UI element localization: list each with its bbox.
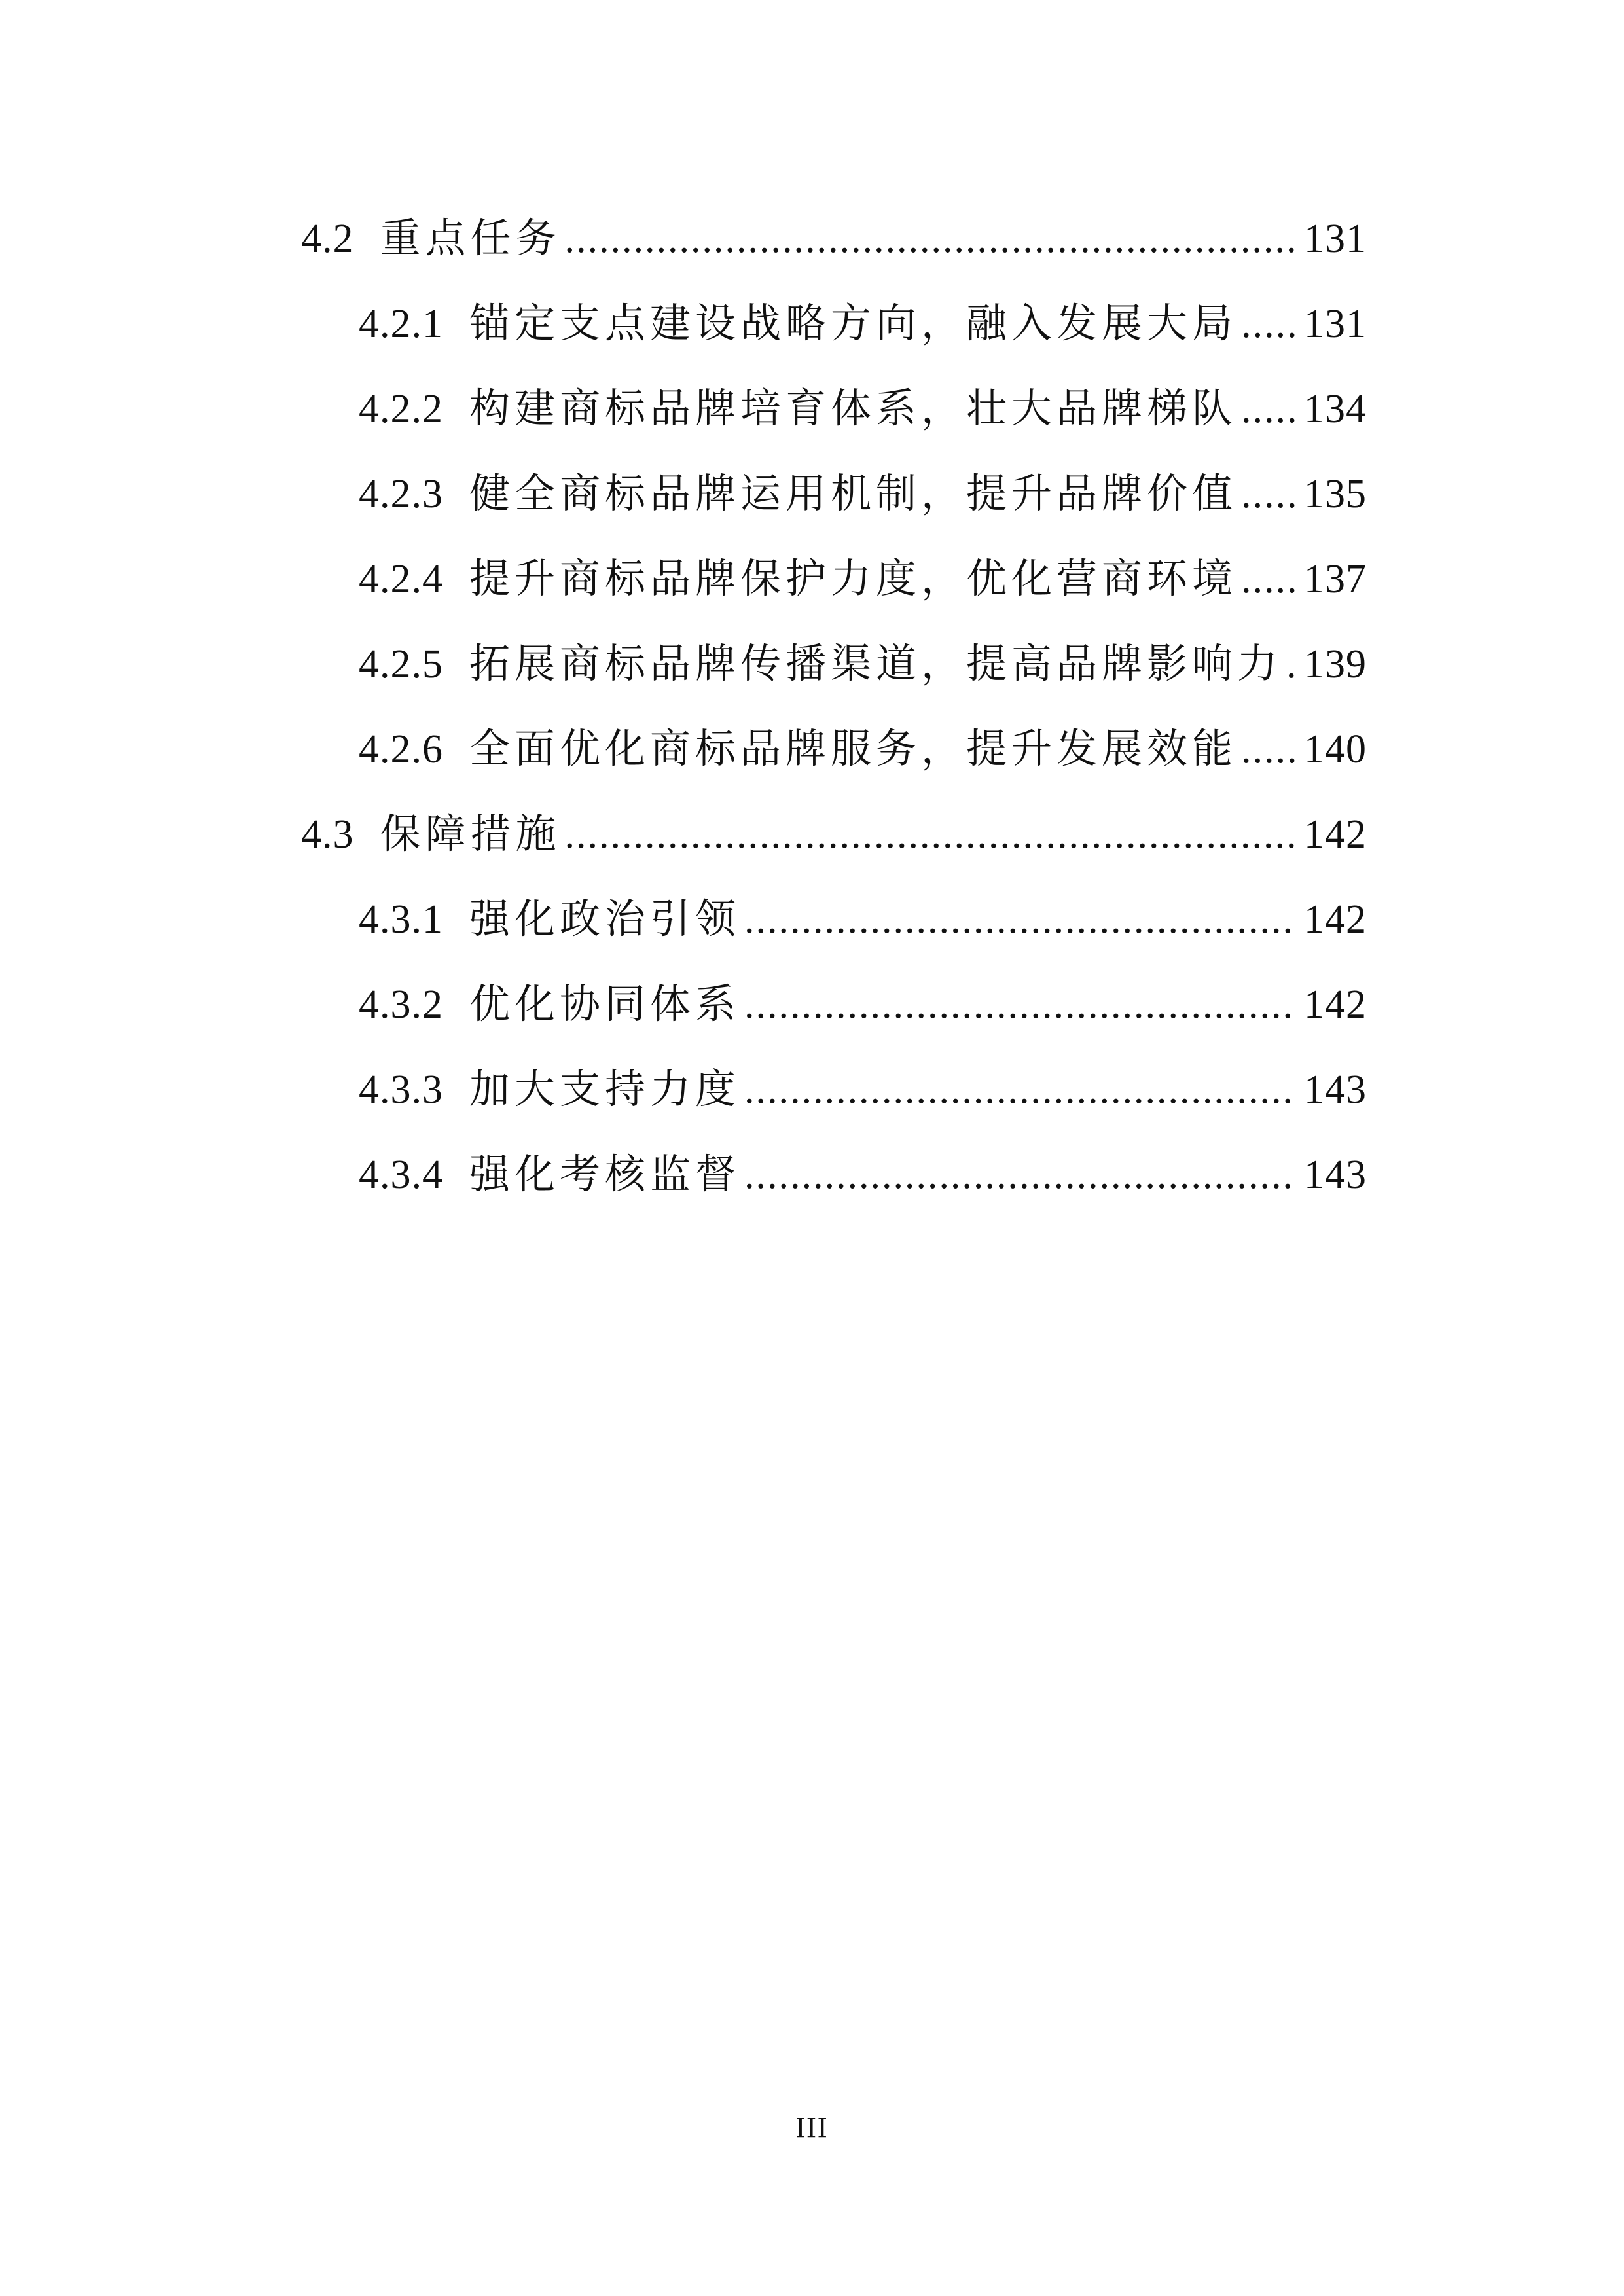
toc-entry-number: 4.3 — [301, 812, 354, 857]
toc-dot-leader — [744, 984, 1297, 1025]
toc-entry-4-3-1[interactable] — [359, 877, 1367, 962]
toc-dot-leader — [1286, 644, 1297, 685]
toc-entry-number: 4.2.6 — [359, 727, 443, 772]
toc-entry-4-2-6[interactable] — [359, 707, 1367, 792]
toc-dot-leader — [1241, 389, 1297, 429]
toc-entry-4-2-4[interactable] — [359, 537, 1367, 622]
toc-entry-page: 139 — [1304, 642, 1367, 687]
toc-dot-leader — [565, 219, 1297, 259]
toc-dot-leader — [565, 814, 1297, 855]
toc-entry-4-3-2[interactable] — [359, 962, 1367, 1047]
toc-entry-page: 131 — [1304, 217, 1367, 261]
toc-entry-number: 4.2.4 — [359, 557, 443, 601]
toc-entry-title: 加大支持力度 — [469, 1067, 741, 1112]
toc-entry-title: 强化政治引领 — [469, 897, 741, 942]
toc-entry-title: 构建商标品牌培育体系，壮大品牌梯队 — [469, 387, 1238, 431]
toc-entry-number: 4.3.4 — [359, 1153, 443, 1197]
toc-entry-title: 提升商标品牌保护力度，优化营商环境 — [469, 557, 1238, 601]
toc-entry-4-3[interactable] — [301, 792, 1367, 877]
toc-entry-number: 4.2.3 — [359, 472, 443, 516]
toc-entry-title: 全面优化商标品牌服务，提升发展效能 — [469, 727, 1238, 772]
toc-dot-leader — [1241, 559, 1297, 600]
toc-entry-4-2-1[interactable] — [359, 281, 1367, 367]
toc-entry-page: 143 — [1304, 1067, 1367, 1112]
toc-dot-leader — [744, 1155, 1297, 1195]
toc-dot-leader — [744, 899, 1297, 940]
toc-entry-page: 142 — [1304, 812, 1367, 857]
toc-entry-4-3-4[interactable] — [359, 1132, 1367, 1217]
toc-entry-page: 140 — [1304, 727, 1367, 772]
toc-entry-number: 4.2.5 — [359, 642, 443, 687]
toc-entry-number: 4.2.2 — [359, 387, 443, 431]
toc-entry-4-3-3[interactable] — [359, 1047, 1367, 1132]
toc-entry-4-2-2[interactable] — [359, 367, 1367, 452]
toc-entry-page: 131 — [1304, 302, 1367, 346]
toc-dot-leader — [1241, 474, 1297, 514]
toc-entry-title: 重点任务 — [380, 217, 561, 261]
toc-entry-number: 4.2 — [301, 217, 354, 261]
toc-entry-page: 134 — [1304, 387, 1367, 431]
toc-entry-4-2-5[interactable] — [359, 622, 1367, 707]
toc-entry-number: 4.3.2 — [359, 982, 443, 1027]
toc-entry-title: 优化协同体系 — [469, 982, 741, 1027]
toc-entry-title: 强化考核监督 — [469, 1153, 741, 1197]
toc-dot-leader — [744, 1069, 1297, 1110]
toc-entry-number: 4.3.1 — [359, 897, 443, 942]
toc-entry-number: 4.3.3 — [359, 1067, 443, 1112]
toc-entry-title: 锚定支点建设战略方向，融入发展大局 — [469, 302, 1238, 346]
toc-entry-title: 健全商标品牌运用机制，提升品牌价值 — [469, 472, 1238, 516]
toc-entry-page: 142 — [1304, 897, 1367, 942]
toc-entry-4-2[interactable] — [301, 196, 1367, 281]
toc-entry-page: 142 — [1304, 982, 1367, 1027]
toc-dot-leader — [1241, 304, 1297, 344]
footer-page-number: III — [795, 2111, 829, 2144]
toc-entry-page: 143 — [1304, 1153, 1367, 1197]
toc-entry-4-2-3[interactable] — [359, 452, 1367, 537]
toc-entry-page: 137 — [1304, 557, 1367, 601]
toc-entry-title: 保障措施 — [380, 812, 561, 857]
toc-dot-leader — [1241, 729, 1297, 770]
toc-entry-page: 135 — [1304, 472, 1367, 516]
toc-entry-title: 拓展商标品牌传播渠道，提高品牌影响力 — [469, 642, 1283, 687]
toc-entry-number: 4.2.1 — [359, 302, 443, 346]
